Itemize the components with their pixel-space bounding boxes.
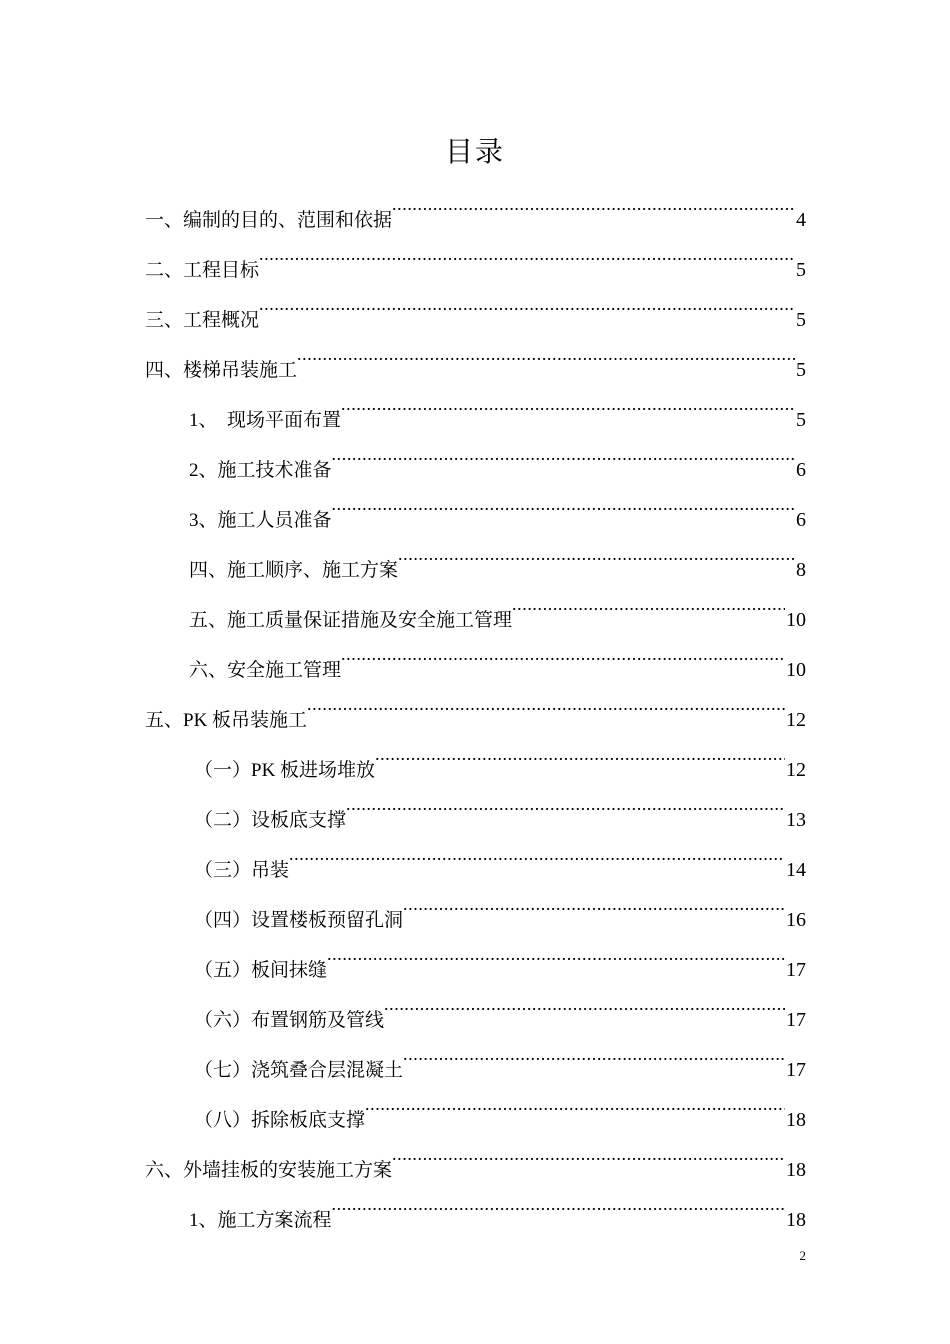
toc-dot-leader xyxy=(398,526,795,576)
toc-entry[interactable] xyxy=(194,1076,806,1131)
toc-entry-label: （四）设置楼板预留孔洞 xyxy=(194,910,404,931)
toc-dot-leader xyxy=(403,1026,785,1076)
toc-dot-leader xyxy=(332,476,795,526)
toc-entry-page: 18 xyxy=(786,1109,806,1131)
toc-dot-leader xyxy=(327,926,785,976)
toc-entry-label: 六、安全施工管理 xyxy=(189,660,342,681)
toc-dot-leader xyxy=(365,1076,785,1126)
toc-entry-label: 3、施工人员准备 xyxy=(189,510,332,531)
toc-entry-label: （三）吊装 xyxy=(194,860,290,881)
toc-dot-leader xyxy=(341,626,785,676)
toc-dot-leader xyxy=(297,326,795,376)
toc-entry-label: （八）拆除板底支撑 xyxy=(194,1110,366,1131)
toc-dot-leader xyxy=(341,376,795,426)
toc-title: 目录 xyxy=(444,135,505,168)
toc-entry[interactable] xyxy=(145,676,806,731)
toc-entry-page: 10 xyxy=(786,609,806,631)
toc-dot-leader xyxy=(332,426,795,476)
toc-dot-leader xyxy=(259,276,795,326)
toc-entry-label: 1、 现场平面布置 xyxy=(189,410,342,431)
toc-entry[interactable] xyxy=(194,1026,806,1081)
toc-dot-leader xyxy=(346,776,785,826)
toc-entry-page: 8 xyxy=(796,559,806,581)
toc-entry-page: 5 xyxy=(796,259,806,281)
toc-entry-page: 13 xyxy=(786,809,806,831)
toc-entry[interactable] xyxy=(145,326,806,381)
toc-entry-label: 四、楼梯吊装施工 xyxy=(145,360,298,381)
toc-entry[interactable] xyxy=(189,1176,806,1231)
toc-dot-leader xyxy=(403,876,785,926)
toc-entry-page: 12 xyxy=(786,759,806,781)
toc-entry-label: （七）浇筑叠合层混凝土 xyxy=(194,1060,404,1081)
toc-entry[interactable] xyxy=(189,426,806,481)
toc-entry[interactable] xyxy=(189,476,806,531)
toc-entry-label: （二）设板底支撑 xyxy=(194,810,347,831)
toc-entry[interactable] xyxy=(194,776,806,831)
toc-entry[interactable] xyxy=(145,226,806,281)
toc-entry[interactable] xyxy=(189,526,806,581)
toc-entry-page: 18 xyxy=(786,1209,806,1231)
toc-entry-label: 一、编制的目的、范围和依据 xyxy=(145,210,393,231)
toc-entry[interactable] xyxy=(145,1126,806,1181)
toc-entry-page: 17 xyxy=(786,1059,806,1081)
toc-entry-label: 2、施工技术准备 xyxy=(189,460,332,481)
toc-entry[interactable] xyxy=(189,376,806,431)
toc-entry-page: 5 xyxy=(796,359,806,381)
toc-entry-page: 16 xyxy=(786,909,806,931)
toc-entry-page: 6 xyxy=(796,509,806,531)
toc-entry-label: 五、施工质量保证措施及安全施工管理 xyxy=(189,610,513,631)
toc-entry-label: 1、施工方案流程 xyxy=(189,1210,332,1231)
toc-entry-page: 12 xyxy=(786,709,806,731)
page-number: 2 xyxy=(799,1248,806,1263)
toc-dot-leader xyxy=(259,226,795,276)
toc-dot-leader xyxy=(512,576,785,626)
toc-dot-leader xyxy=(332,1176,785,1226)
toc-entry[interactable] xyxy=(145,176,806,231)
toc-entry-page: 6 xyxy=(796,459,806,481)
toc-dot-leader xyxy=(384,976,785,1026)
toc-dot-leader xyxy=(289,826,785,876)
toc-entry-label: 二、工程目标 xyxy=(145,260,260,281)
toc-entry[interactable] xyxy=(189,626,806,681)
toc-entry[interactable] xyxy=(194,726,806,781)
toc-entry-label: （五）板间抹缝 xyxy=(194,960,328,981)
toc-entry[interactable] xyxy=(189,576,806,631)
toc-entry[interactable] xyxy=(194,926,806,981)
toc-entry-page: 17 xyxy=(786,959,806,981)
toc-entry-label: 五、PK 板吊装施工 xyxy=(145,710,308,731)
toc-entry-page: 14 xyxy=(786,859,806,881)
toc-dot-leader xyxy=(392,176,795,226)
toc-entry-page: 18 xyxy=(786,1159,806,1181)
toc-entry-label: 六、外墙挂板的安装施工方案 xyxy=(145,1160,393,1181)
toc-entry-page: 5 xyxy=(796,409,806,431)
toc-entry-page: 10 xyxy=(786,659,806,681)
toc-entry[interactable] xyxy=(145,276,806,331)
toc-entry-label: （六）布置钢筋及管线 xyxy=(194,1010,385,1031)
toc-entry-label: （一）PK 板进场堆放 xyxy=(194,760,376,781)
toc-entry-label: 三、工程概况 xyxy=(145,310,260,331)
toc-entry-page: 4 xyxy=(796,209,806,231)
toc-entry-page: 5 xyxy=(796,309,806,331)
toc-entry-label: 四、施工顺序、施工方案 xyxy=(189,560,399,581)
toc-dot-leader xyxy=(307,676,785,726)
toc-entry[interactable] xyxy=(194,826,806,881)
toc-dot-leader xyxy=(392,1126,785,1176)
toc-entry-page: 17 xyxy=(786,1009,806,1031)
toc-entry[interactable] xyxy=(194,876,806,931)
toc-entry[interactable] xyxy=(194,976,806,1031)
toc-dot-leader xyxy=(375,726,785,776)
